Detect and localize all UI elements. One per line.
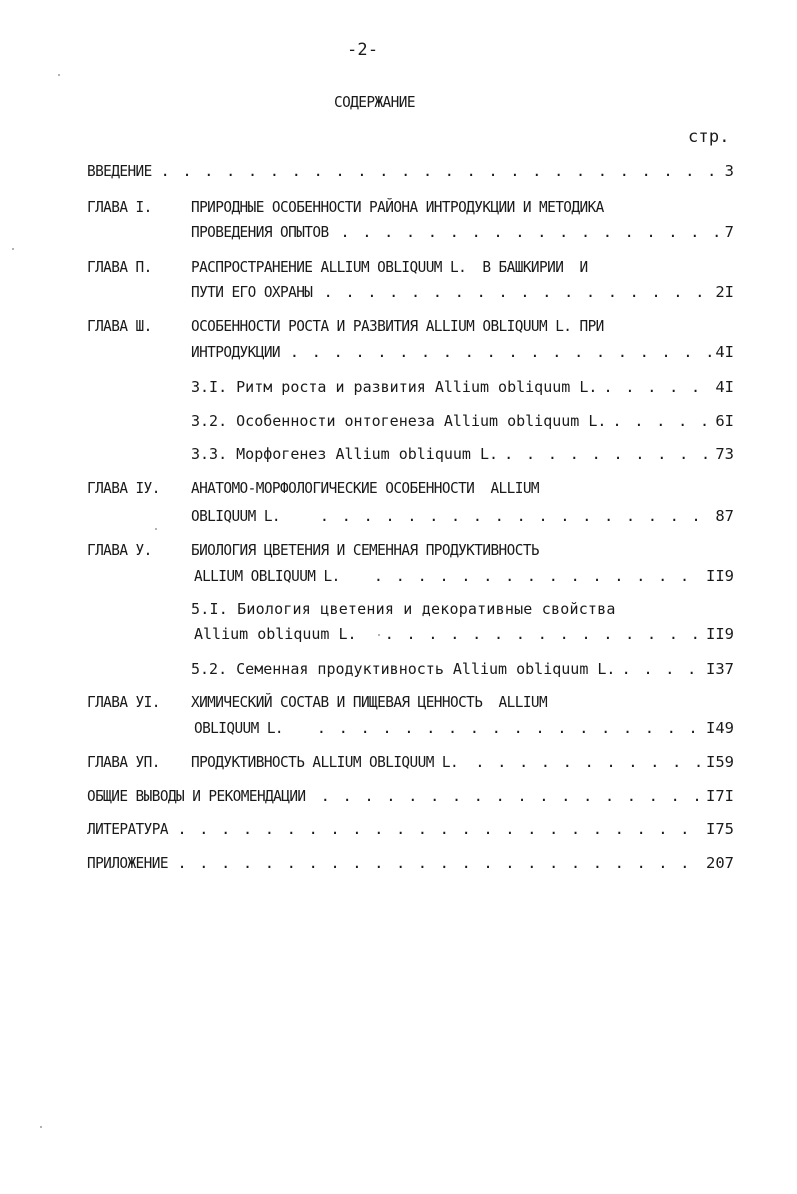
page-number: -2-: [347, 40, 379, 60]
page-column-label: стр.: [688, 127, 730, 147]
dot-leader: [177, 819, 704, 839]
chapter-title: ПРОДУКТИВНОСТЬ ALLIUM OBLIQUUM L.: [191, 753, 459, 771]
dot-leader: [320, 506, 714, 526]
toc-entry-chapter-3: [191, 342, 734, 362]
toc-entry-page: II9: [706, 625, 734, 643]
dot-leader: [612, 411, 713, 431]
chapter-title-line2: ПУТИ ЕГО ОХРАНЫ: [191, 283, 313, 301]
chapter-title-line2: OBLIQUUM L.: [194, 719, 284, 737]
dot-leader: [290, 342, 714, 362]
chapter-title-line2: OBLIQUUM L.: [191, 507, 281, 525]
dot-leader: [321, 786, 704, 806]
chapter-title-line1: ПРИРОДНЫЕ ОСОБЕННОСТИ РАЙОНА ИНТРОДУКЦИИ И МЕТОДИКА: [191, 198, 604, 216]
dot-leader: [603, 377, 713, 397]
chapter-title-line1: ХИМИЧЕСКИЙ СОСТАВ И ПИЩЕВАЯ ЦЕННОСТЬ ALLIUM: [191, 693, 548, 711]
chapter-number: ГЛАВА УП.: [87, 753, 160, 771]
toc-entry-page: I7I: [706, 787, 734, 805]
toc-entry-page: 4I: [715, 378, 734, 396]
dot-leader: [504, 444, 713, 464]
toc-entry-chapter-5: [194, 566, 734, 586]
chapter-number: ГЛАВА IУ.: [87, 479, 160, 497]
scan-speck: [12, 248, 14, 250]
toc-entry-chapter-1: [191, 222, 734, 242]
toc-entry-page: II9: [706, 567, 734, 585]
toc-entry-literature: [87, 819, 734, 839]
toc-entry-page: 6I: [715, 412, 734, 430]
dot-leader: [340, 222, 722, 242]
toc-entry-label: ПРИЛОЖЕНИЕ: [87, 854, 168, 872]
toc-entry-page: 2I: [715, 283, 734, 301]
toc-entry-page: 73: [715, 445, 734, 463]
dot-leader: [621, 659, 704, 679]
toc-entry-page: 207: [706, 854, 734, 872]
dot-leader: [374, 566, 704, 586]
dot-leader: [177, 853, 704, 873]
section-title-line1: 5.I. Биология цветения и декоративные свойства: [191, 600, 616, 618]
chapter-number: ГЛАВА П.: [87, 258, 152, 276]
dot-leader: [317, 718, 704, 738]
toc-heading: СОДЕРЖАНИЕ: [334, 93, 415, 111]
chapter-number: ГЛАВА Ш.: [87, 317, 152, 335]
chapter-number: ГЛАВА I.: [87, 198, 152, 216]
chapter-title-line1: БИОЛОГИЯ ЦВЕТЕНИЯ И СЕМЕННАЯ ПРОДУКТИВНОСТЬ: [191, 541, 540, 559]
chapter-number: ГЛАВА У.: [87, 541, 152, 559]
section-title-line2: Allium obliquum L.: [194, 625, 357, 643]
chapter-title-line2: ALLIUM OBLIQUUM L.: [194, 567, 340, 585]
chapter-title-line1: АНАТОМО-МОРФОЛОГИЧЕСКИЕ ОСОБЕННОСТИ ALLIUM: [191, 479, 540, 497]
toc-entry-section-3-3: [191, 444, 734, 464]
scan-speck: [40, 1126, 42, 1128]
toc-entry-page: I37: [706, 660, 734, 678]
chapter-title-line2: ПРОВЕДЕНИЯ ОПЫТОВ: [191, 223, 329, 241]
toc-entry-page: 87: [715, 507, 734, 525]
dot-leader: [385, 624, 704, 644]
toc-entry-page: I59: [706, 753, 734, 771]
toc-entry-label: ОБЩИЕ ВЫВОДЫ И РЕКОМЕНДАЦИИ: [87, 787, 306, 805]
toc-entry-page: I49: [706, 719, 734, 737]
scan-speck: [378, 634, 380, 636]
chapter-title-line2: ИНТРОДУКЦИИ: [191, 343, 281, 361]
scan-speck: [58, 74, 60, 76]
chapter-title-line1: ОСОБЕННОСТИ РОСТА И РАЗВИТИЯ ALLIUM OBLIQUUM L. ПРИ: [191, 317, 604, 335]
toc-entry-conclusions: [87, 786, 734, 806]
toc-entry-page: I75: [706, 820, 734, 838]
toc-entry-page: 3: [724, 162, 734, 180]
toc-entry-appendix: [87, 853, 734, 873]
chapter-title-line1: РАСПРОСТРАНЕНИЕ ALLIUM OBLIQUUM L. В БАШКИРИИ И: [191, 258, 588, 276]
toc-entry-section-3-1: [191, 377, 734, 397]
scan-speck: [155, 528, 157, 530]
section-title: 3.I. Ритм роста и развития Allium obliquum L.: [191, 378, 598, 396]
toc-entry-chapter-2: [191, 282, 734, 302]
dot-leader: [160, 161, 722, 181]
section-title: 5.2. Семенная продуктивность Allium obliquum L.: [191, 660, 616, 678]
toc-entry-chapter-7: [191, 752, 734, 772]
section-title: 3.3. Морфогенез Allium obliquum L.: [191, 445, 499, 463]
toc-entry-section-5-2: [191, 659, 734, 679]
toc-entry-introduction: [87, 161, 734, 181]
dot-leader: [475, 752, 704, 772]
chapter-number: ГЛАВА УI.: [87, 693, 160, 711]
toc-entry-label: ВВЕДЕНИЕ: [87, 162, 152, 180]
toc-entry-chapter-4: [191, 506, 734, 526]
toc-entry-chapter-6: [194, 718, 734, 738]
dot-leader: [323, 282, 713, 302]
toc-entry-label: ЛИТЕРАТУРА: [87, 820, 168, 838]
toc-entry-section-3-2: [191, 411, 734, 431]
section-title: 3.2. Особенности онтогенеза Allium obliquum L.: [191, 412, 607, 430]
toc-entry-section-5-1: [194, 624, 734, 644]
toc-entry-page: 7: [724, 223, 734, 241]
toc-entry-page: 4I: [715, 343, 734, 361]
